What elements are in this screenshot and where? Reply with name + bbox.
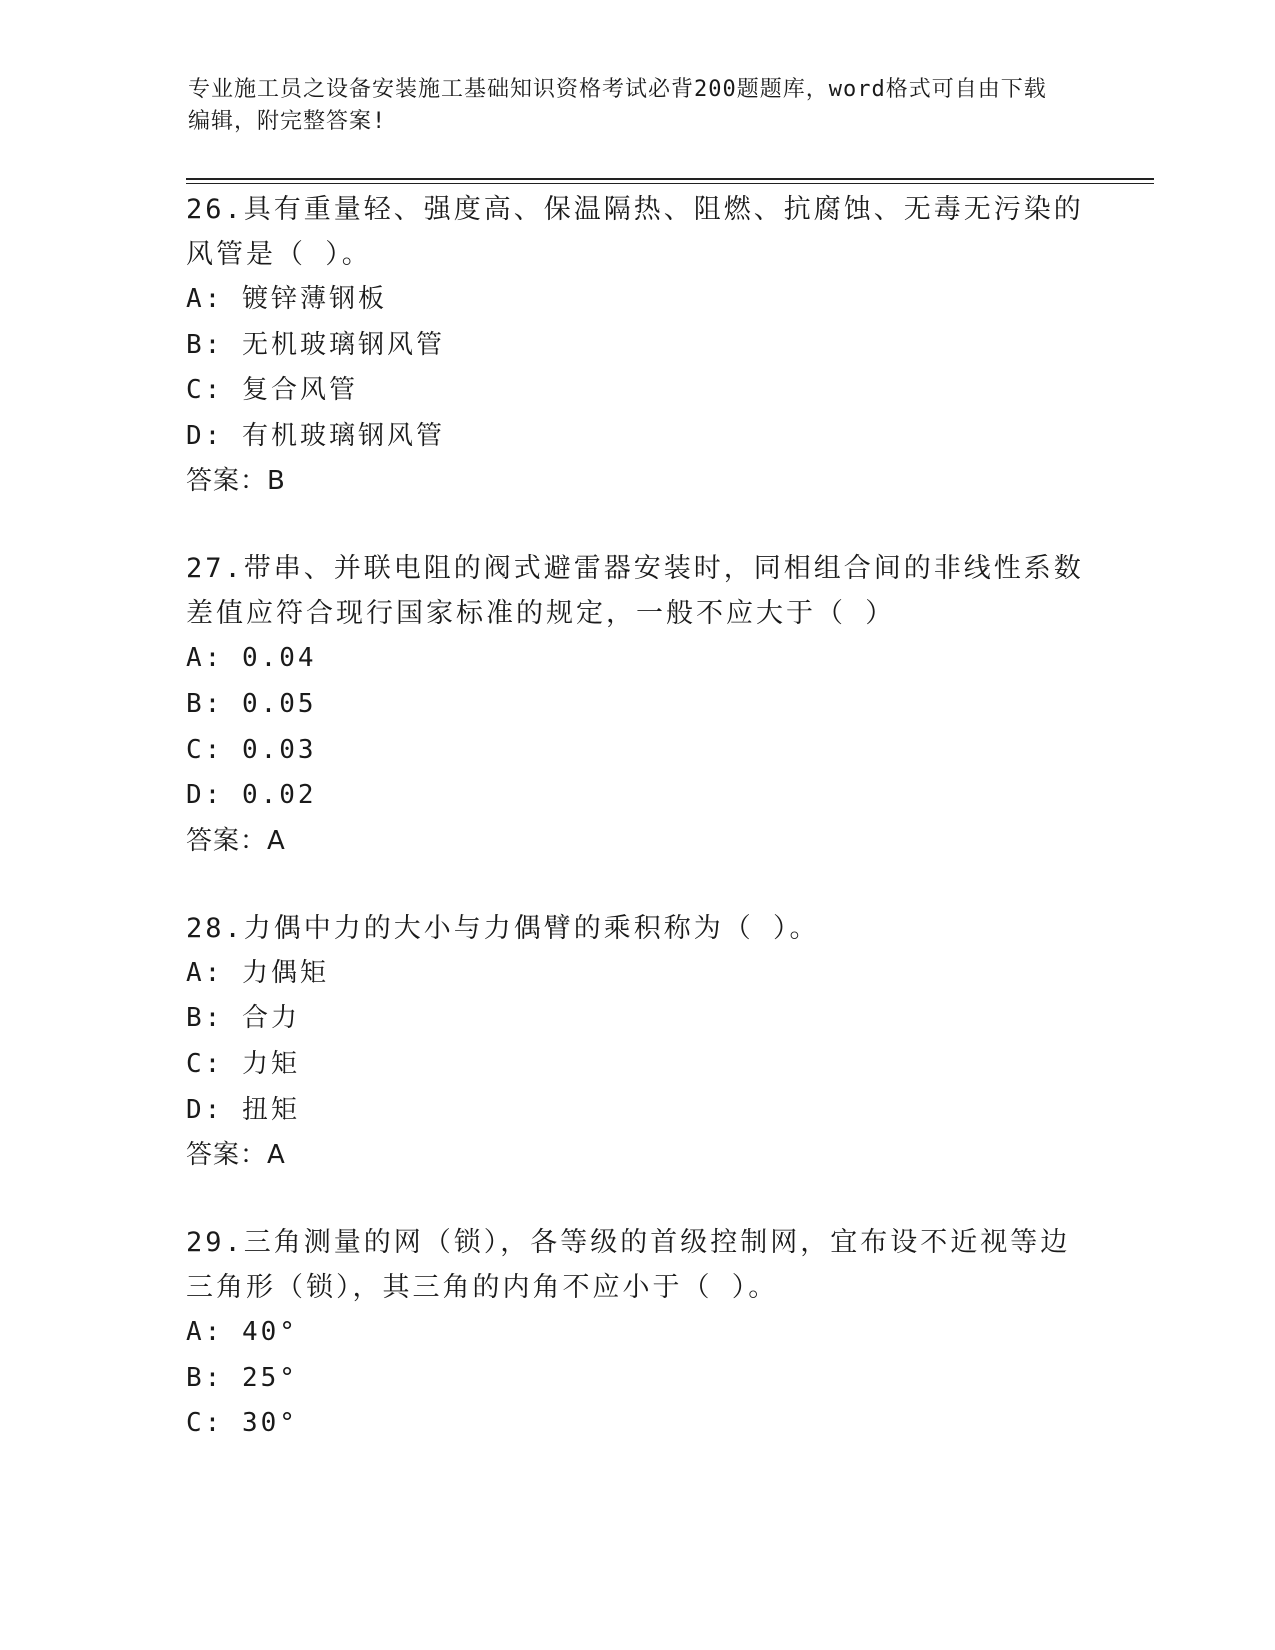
option-d: D: 有机玻璃钢风管 — [186, 420, 445, 451]
option-c: C: 30° — [186, 1408, 298, 1439]
question-text: 26.具有重量轻、强度高、保温隔热、阻燃、抗腐蚀、无毒无污染的风管是（ ）。 — [186, 194, 1084, 270]
option-a: A: 40° — [186, 1317, 298, 1348]
option-b: B: 无机玻璃钢风管 — [186, 329, 445, 360]
question-29 — [186, 1220, 1086, 1447]
option-a: A: 0.04 — [186, 643, 317, 674]
option-b: B: 合力 — [186, 1003, 300, 1034]
option-c: C: 复合风管 — [186, 375, 358, 406]
answer: 答案：A — [186, 1140, 286, 1171]
header-divider-thick — [186, 178, 1154, 180]
option-c: C: 0.03 — [186, 734, 317, 765]
option-c: C: 力矩 — [186, 1048, 300, 1079]
option-d: D: 扭矩 — [186, 1094, 300, 1125]
question-list — [186, 187, 1086, 1489]
question-text: 27.带串、并联电阻的阀式避雷器安装时，同相组合间的非线性系数差值应符合现行国家标准的规定，一般不应大于（ ） — [186, 553, 1084, 630]
question-27 — [186, 546, 1086, 863]
option-a: A: 力偶矩 — [186, 957, 329, 988]
answer: 答案：B — [186, 466, 286, 497]
question-text: 28.力偶中力的大小与力偶臂的乘积称为（ ）。 — [186, 912, 820, 944]
option-a: A: 镀锌薄钢板 — [186, 284, 387, 314]
header-divider-thin — [186, 183, 1154, 184]
option-d: D: 0.02 — [186, 780, 317, 811]
document-header: 专业施工员之设备安装施工基础知识资格考试必背200题题库，word格式可自由下载编辑，附完整答案! — [188, 77, 1047, 134]
option-b: B: 25° — [186, 1362, 298, 1393]
option-b: B: 0.05 — [186, 688, 317, 719]
question-28 — [186, 906, 1086, 1178]
question-26 — [186, 187, 1086, 504]
question-text: 29.三角测量的网（锁），各等级的首级控制网，宜布设不近视等边三角形（锁），其三角的内角不应小于（ ）。 — [186, 1227, 1071, 1304]
answer: 答案：A — [186, 825, 286, 856]
